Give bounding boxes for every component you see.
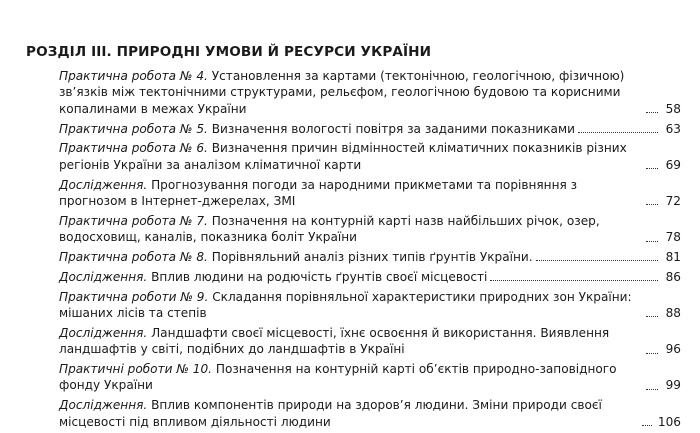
toc-entry-text [59, 213, 643, 246]
toc-entry-page: 63 [665, 121, 681, 136]
toc-entry [59, 269, 681, 285]
dot-leader [642, 425, 652, 426]
toc-entry-title: Вплив людини на родючість ґрунтів своєї місцевості [151, 269, 488, 284]
toc-entry-title: Складання порівняльної характеристики природних зон України: мішаних лісів та степів [59, 289, 632, 321]
toc-entry-text [59, 397, 639, 430]
toc-entry-text [59, 249, 533, 265]
toc-entry-label: Практична робота № 5. [59, 121, 208, 136]
toc-entry-page: 88 [665, 306, 681, 321]
toc-entry [59, 289, 681, 322]
toc-entry [59, 325, 681, 358]
toc-entry-label: Дослідження. [59, 269, 148, 284]
toc-entry-page: 86 [665, 269, 681, 284]
toc-entry-text [59, 289, 643, 322]
toc-entry-title: Прогнозування погоди за народними прикметами та порівняння з прогнозом в Інтернет-джерелах, ЗМІ [59, 177, 578, 209]
toc-entry [59, 140, 681, 173]
toc-entry-title: Визначення причин відмінностей кліматичних показників різних регіонів України за аналізом кліматичної карти [59, 141, 627, 172]
dot-leader [578, 132, 658, 133]
toc-entry [59, 177, 681, 210]
toc-entry-page: 106 [657, 414, 681, 429]
toc-list [59, 68, 681, 433]
toc-entry [59, 361, 681, 394]
dot-leader [646, 204, 658, 205]
dot-leader [646, 316, 658, 317]
toc-entry-text [59, 177, 643, 210]
dot-leader [646, 168, 658, 169]
toc-entry-text [59, 325, 643, 358]
toc-entry-page: 78 [665, 230, 681, 245]
toc-entry-title: Вплив компонентів природи на здоров’я людини. Зміни природи своєї місцевості під впливом діяльності людини [59, 398, 602, 429]
toc-entry-title: Установлення за картами (тектонічною, геологічною, фізичною) зв’язків між тектонічними структурами, рельєфом, геологічною будовою та корисними копалинами в межах України [59, 69, 625, 116]
toc-entry-label: Практичні роботи № 10. [59, 362, 212, 377]
toc-entry [59, 249, 681, 265]
toc-entry-title: Визначення вологості повітря за заданими показниками [211, 121, 575, 136]
toc-entry [59, 68, 681, 117]
toc-entry-label: Практична робота № 8. [59, 250, 208, 265]
toc-entry-label: Практична робота № 7. [59, 213, 208, 228]
toc-entry-label: Практична роботи № 9. [59, 289, 209, 304]
dot-leader [646, 389, 658, 390]
dot-leader [490, 280, 658, 281]
toc-entry-label: Дослідження. [59, 325, 148, 340]
toc-entry-text [59, 68, 643, 117]
toc-entry-text [59, 140, 643, 173]
toc-entry-label: Практична робота № 4. [59, 69, 208, 83]
toc-entry-title: Позначення на контурній карті об’єктів природно-заповідного фонду України [59, 362, 617, 393]
toc-entry-text [59, 361, 643, 394]
toc-entry-page: 81 [665, 250, 681, 265]
dot-leader [646, 112, 658, 113]
toc-entry-page: 69 [665, 157, 681, 172]
section-title: РОЗДІЛ III. ПРИРОДНІ УМОВИ Й РЕСУРСИ УКРАЇНИ [26, 44, 432, 60]
toc-entry [59, 213, 681, 246]
toc-entry-text [59, 121, 575, 137]
dot-leader [536, 260, 658, 261]
toc-entry-page: 96 [665, 342, 681, 357]
toc-entry [59, 397, 681, 430]
toc-entry-text [59, 269, 487, 285]
dot-leader [646, 353, 658, 354]
toc-entry-page: 99 [665, 378, 681, 393]
toc-entry-label: Дослідження. [59, 177, 148, 192]
toc-entry [59, 121, 681, 137]
toc-entry-page: 72 [665, 194, 681, 209]
toc-entry-title: Порівняльний аналіз різних типів ґрунтів України. [211, 250, 533, 265]
toc-entry-label: Практична робота № 6. [59, 141, 208, 156]
toc-entry-title: Ландшафти своєї місцевості, їхнє освоєння й використання. Виявлення ландшафтів у світі, подібних до ландшафтів в Україні [59, 325, 610, 357]
toc-entry-label: Дослідження. [59, 398, 148, 413]
dot-leader [646, 241, 658, 242]
toc-entry-title: Позначення на контурній карті назв найбільших річок, озер, водосховищ, каналів, показника боліт України [59, 213, 600, 245]
toc-entry-page: 58 [665, 101, 681, 116]
